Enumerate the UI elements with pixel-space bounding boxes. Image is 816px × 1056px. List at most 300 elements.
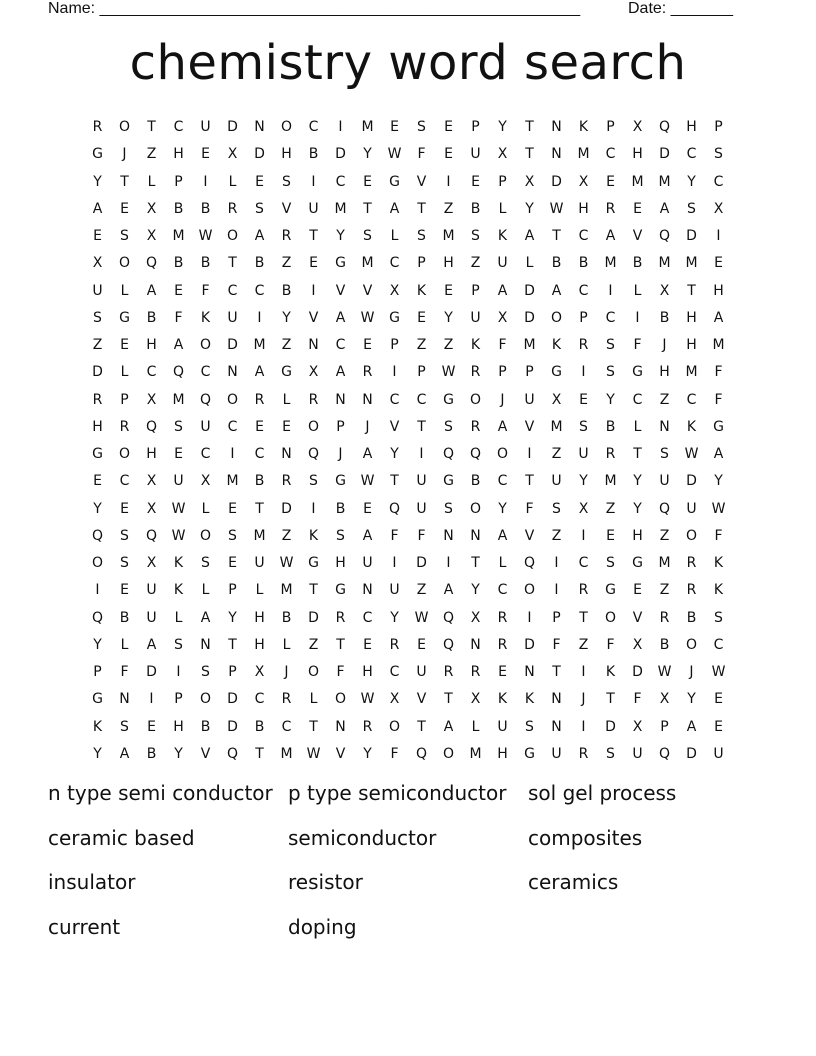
grid-letter: T: [120, 173, 129, 190]
grid-letter: Z: [578, 636, 589, 653]
grid-letter: O: [118, 446, 131, 463]
grid-letter: I: [230, 446, 235, 463]
grid-letter: Y: [390, 609, 399, 626]
grid-letter: S: [120, 555, 129, 572]
grid-letter: K: [605, 664, 616, 681]
grid-letter: P: [525, 364, 534, 381]
grid-letter: H: [686, 119, 697, 136]
grid-letter: I: [338, 119, 343, 136]
grid-letter: V: [632, 609, 643, 626]
grid-letter: C: [308, 119, 319, 136]
grid-letter: T: [633, 446, 642, 463]
grid-letter: C: [389, 391, 400, 408]
grid-letter: F: [336, 664, 345, 681]
grid-letter: M: [280, 745, 293, 762]
grid-letter: J: [365, 418, 370, 435]
grid-letter: B: [659, 309, 670, 326]
grid-letter: L: [282, 636, 291, 653]
grid-letter: V: [416, 691, 427, 708]
grid-letter: S: [660, 446, 669, 463]
grid-letter: M: [658, 255, 671, 272]
grid-letter: D: [281, 500, 292, 517]
grid-letter: M: [253, 337, 266, 354]
grid-letter: Y: [93, 745, 102, 762]
grid-letter: O: [685, 527, 698, 544]
grid-letter: Q: [91, 527, 104, 544]
grid-letter: Q: [658, 228, 671, 245]
grid-letter: X: [497, 309, 508, 326]
grid-letter: E: [390, 119, 399, 136]
word-list-item: insulator: [48, 870, 136, 894]
grid-letter: U: [227, 309, 238, 326]
grid-letter: J: [500, 391, 505, 408]
grid-letter: L: [471, 718, 480, 735]
grid-letter: Q: [388, 500, 401, 517]
grid-letter: G: [92, 691, 103, 708]
grid-row: [84, 196, 732, 223]
grid-letter: D: [227, 718, 238, 735]
grid-letter: F: [525, 500, 534, 517]
grid-letter: Y: [228, 609, 237, 626]
grid-letter: O: [199, 691, 212, 708]
grid-letter: X: [254, 664, 265, 681]
grid-letter: A: [713, 309, 724, 326]
grid-letter: Q: [442, 609, 455, 626]
grid-letter: R: [578, 745, 589, 762]
grid-row: [84, 223, 732, 250]
grid-letter: H: [254, 609, 265, 626]
grid-letter: B: [470, 473, 481, 490]
grid-letter: M: [523, 337, 536, 354]
grid-letter: I: [311, 500, 316, 517]
grid-letter: A: [713, 446, 724, 463]
grid-letter: E: [228, 555, 237, 572]
grid-letter: P: [471, 119, 480, 136]
grid-letter: Y: [525, 200, 534, 217]
grid-letter: O: [469, 391, 482, 408]
page-title: chemistry word search: [129, 35, 687, 91]
grid-letter: T: [309, 582, 318, 599]
grid-letter: T: [471, 555, 480, 572]
grid-letter: H: [659, 364, 670, 381]
grid-letter: E: [633, 582, 642, 599]
grid-letter: W: [171, 527, 186, 544]
grid-letter: I: [581, 527, 586, 544]
grid-letter: W: [198, 228, 213, 245]
grid-letter: H: [578, 200, 589, 217]
grid-letter: R: [119, 418, 130, 435]
grid-letter: O: [118, 119, 131, 136]
grid-letter: J: [689, 664, 694, 681]
grid-row: [84, 550, 732, 577]
grid-letter: A: [362, 527, 373, 544]
grid-letter: C: [119, 473, 130, 490]
grid-letter: N: [524, 664, 535, 681]
grid-letter: D: [524, 636, 535, 653]
grid-letter: U: [254, 555, 265, 572]
grid-letter: Z: [470, 255, 481, 272]
grid-letter: E: [255, 173, 264, 190]
grid-letter: O: [388, 718, 401, 735]
grid-letter: S: [120, 527, 129, 544]
grid-letter: U: [497, 718, 508, 735]
grid-letter: G: [389, 309, 400, 326]
grid-letter: R: [281, 691, 292, 708]
grid-letter: P: [390, 337, 399, 354]
grid-letter: M: [334, 200, 347, 217]
grid-letter: L: [498, 200, 507, 217]
grid-letter: N: [551, 119, 562, 136]
grid-letter: S: [606, 745, 615, 762]
grid-letter: I: [257, 309, 262, 326]
grid-letter: B: [173, 200, 184, 217]
grid-letter: S: [444, 418, 453, 435]
grid-letter: X: [713, 200, 724, 217]
name-field: Name: ______________________________________________________: [48, 0, 581, 17]
grid-letter: K: [173, 555, 184, 572]
grid-letter: Y: [579, 473, 588, 490]
grid-letter: I: [149, 691, 154, 708]
grid-letter: N: [551, 146, 562, 163]
grid-letter: I: [635, 309, 640, 326]
grid-letter: R: [362, 718, 373, 735]
grid-letter: W: [279, 555, 294, 572]
grid-letter: U: [659, 473, 670, 490]
grid-letter: N: [308, 337, 319, 354]
grid-letter: M: [253, 527, 266, 544]
grid-letter: C: [227, 282, 238, 299]
grid-letter: L: [633, 282, 642, 299]
grid-letter: X: [146, 500, 157, 517]
grid-letter: R: [443, 664, 454, 681]
grid-letter: C: [497, 473, 508, 490]
grid-letter: W: [549, 200, 564, 217]
grid-letter: C: [578, 555, 589, 572]
grid-letter: P: [714, 119, 723, 136]
grid-letter: R: [470, 418, 481, 435]
grid-letter: P: [579, 309, 588, 326]
grid-letter: L: [498, 555, 507, 572]
grid-letter: M: [280, 582, 293, 599]
grid-letter: M: [442, 228, 455, 245]
grid-letter: C: [254, 446, 265, 463]
grid-letter: S: [120, 718, 129, 735]
grid-letter: L: [201, 500, 210, 517]
grid-letter: G: [713, 418, 724, 435]
grid-letter: U: [200, 418, 211, 435]
grid-letter: Q: [523, 555, 536, 572]
grid-letter: H: [254, 636, 265, 653]
grid-letter: S: [282, 173, 291, 190]
word-list-item: p type semiconductor: [288, 781, 507, 805]
grid-letter: D: [686, 228, 697, 245]
grid-letter: U: [308, 200, 319, 217]
grid-letter: K: [686, 418, 697, 435]
grid-letter: T: [606, 691, 615, 708]
grid-letter: S: [93, 309, 102, 326]
grid-letter: D: [686, 745, 697, 762]
grid-letter: I: [554, 582, 559, 599]
grid-letter: Y: [714, 473, 723, 490]
grid-letter: C: [497, 582, 508, 599]
grid-letter: F: [201, 282, 210, 299]
grid-letter: R: [308, 391, 319, 408]
grid-letter: Z: [92, 337, 103, 354]
grid-letter: Y: [471, 582, 480, 599]
grid-letter: S: [336, 527, 345, 544]
grid-letter: U: [470, 146, 481, 163]
grid-letter: E: [714, 691, 723, 708]
grid-letter: S: [201, 664, 210, 681]
grid-row: [84, 496, 732, 523]
grid-letter: R: [92, 391, 103, 408]
grid-letter: G: [551, 364, 562, 381]
grid-letter: N: [335, 391, 346, 408]
grid-letter: Q: [658, 500, 671, 517]
grid-letter: C: [713, 173, 724, 190]
grid-letter: C: [227, 418, 238, 435]
grid-letter: U: [578, 446, 589, 463]
grid-letter: J: [338, 446, 343, 463]
grid-letter: B: [281, 609, 292, 626]
grid-row: [84, 332, 732, 359]
grid-letter: X: [551, 391, 562, 408]
grid-row: [84, 387, 732, 414]
grid-letter: I: [392, 555, 397, 572]
grid-letter: M: [604, 255, 617, 272]
grid-letter: W: [657, 664, 672, 681]
grid-letter: N: [254, 119, 265, 136]
grid-letter: L: [228, 173, 237, 190]
grid-letter: J: [284, 664, 289, 681]
grid-letter: G: [308, 555, 319, 572]
grid-letter: M: [361, 119, 374, 136]
grid-letter: Q: [199, 391, 212, 408]
grid-letter: O: [685, 636, 698, 653]
grid-letter: E: [120, 337, 129, 354]
grid-letter: A: [92, 200, 103, 217]
grid-letter: T: [687, 282, 696, 299]
grid-letter: X: [632, 718, 643, 735]
grid-letter: M: [577, 146, 590, 163]
grid-letter: V: [200, 745, 211, 762]
grid-letter: S: [444, 500, 453, 517]
grid-letter: D: [308, 609, 319, 626]
grid-letter: Y: [498, 500, 507, 517]
grid-letter: F: [633, 337, 642, 354]
grid-letter: H: [92, 418, 103, 435]
word-list-item: doping: [288, 914, 357, 939]
grid-letter: Q: [469, 446, 482, 463]
grid-letter: C: [578, 282, 589, 299]
grid-letter: T: [579, 609, 588, 626]
grid-letter: A: [524, 228, 535, 245]
grid-letter: X: [659, 691, 670, 708]
grid-letter: C: [686, 391, 697, 408]
grid-letter: C: [362, 609, 373, 626]
grid-letter: S: [174, 418, 183, 435]
grid-letter: L: [255, 582, 264, 599]
grid-letter: S: [606, 337, 615, 354]
grid-letter: N: [200, 636, 211, 653]
grid-letter: U: [632, 745, 643, 762]
grid-letter: V: [362, 282, 373, 299]
grid-letter: A: [146, 636, 157, 653]
grid-letter: T: [525, 119, 534, 136]
word-list-item: n type semi conductor: [48, 781, 273, 805]
grid-letter: E: [93, 473, 102, 490]
grid-letter: C: [200, 364, 211, 381]
grid-letter: X: [146, 391, 157, 408]
grid-letter: F: [498, 337, 507, 354]
grid-letter: A: [497, 282, 508, 299]
grid-letter: E: [714, 255, 723, 272]
grid-letter: H: [281, 146, 292, 163]
grid-letter: S: [714, 609, 723, 626]
grid-letter: U: [416, 664, 427, 681]
grid-row: [84, 441, 732, 468]
grid-letter: S: [309, 473, 318, 490]
grid-letter: W: [441, 364, 456, 381]
grid-letter: U: [713, 745, 724, 762]
grid-letter: P: [93, 664, 102, 681]
grid-letter: N: [335, 718, 346, 735]
grid-letter: F: [417, 527, 426, 544]
grid-letter: X: [389, 691, 400, 708]
grid-letter: H: [443, 255, 454, 272]
grid-row: [84, 523, 732, 550]
grid-letter: Z: [443, 337, 454, 354]
grid-letter: S: [417, 119, 426, 136]
grid-letter: E: [147, 718, 156, 735]
grid-letter: W: [306, 745, 321, 762]
grid-letter: R: [497, 609, 508, 626]
grid-letter: P: [498, 364, 507, 381]
grid-letter: H: [686, 337, 697, 354]
grid-letter: I: [176, 664, 181, 681]
grid-letter: T: [255, 745, 264, 762]
grid-letter: F: [714, 364, 723, 381]
grid-letter: T: [552, 664, 561, 681]
grid-letter: S: [363, 228, 372, 245]
grid-letter: X: [470, 691, 481, 708]
grid-letter: E: [93, 228, 102, 245]
grid-letter: F: [390, 527, 399, 544]
grid-letter: O: [307, 664, 320, 681]
grid-letter: R: [605, 200, 616, 217]
grid-letter: I: [203, 173, 208, 190]
grid-letter: Q: [442, 636, 455, 653]
grid-letter: P: [336, 418, 345, 435]
grid-letter: O: [226, 228, 239, 245]
grid-letter: Y: [687, 691, 696, 708]
grid-letter: Y: [93, 173, 102, 190]
grid-letter: A: [686, 718, 697, 735]
grid-letter: T: [525, 473, 534, 490]
grid-letter: E: [363, 173, 372, 190]
grid-letter: E: [282, 418, 291, 435]
grid-letter: I: [527, 609, 532, 626]
grid-letter: A: [443, 582, 454, 599]
grid-letter: L: [174, 609, 183, 626]
grid-letter: O: [550, 309, 563, 326]
grid-letter: L: [309, 691, 318, 708]
grid-letter: Q: [172, 364, 185, 381]
grid-letter: P: [120, 391, 129, 408]
grid-letter: P: [174, 691, 183, 708]
grid-letter: Z: [308, 636, 319, 653]
grid-letter: X: [146, 228, 157, 245]
grid-letter: O: [523, 582, 536, 599]
grid-letter: T: [336, 636, 345, 653]
grid-letter: X: [200, 473, 211, 490]
grid-letter: I: [446, 555, 451, 572]
grid-letter: L: [633, 418, 642, 435]
grid-letter: B: [200, 718, 211, 735]
grid-letter: S: [687, 200, 696, 217]
grid-letter: X: [659, 282, 670, 299]
grid-letter: F: [606, 636, 615, 653]
grid-letter: E: [417, 636, 426, 653]
grid-letter: I: [311, 173, 316, 190]
grid-letter: R: [470, 664, 481, 681]
grid-letter: M: [631, 173, 644, 190]
grid-letter: E: [201, 146, 210, 163]
grid-letter: B: [605, 418, 616, 435]
grid-letter: H: [146, 446, 157, 463]
grid-letter: R: [578, 337, 589, 354]
grid-letter: R: [362, 364, 373, 381]
grid-letter: Y: [633, 473, 642, 490]
grid-letter: A: [551, 282, 562, 299]
grid-letter: S: [606, 555, 615, 572]
grid-letter: X: [578, 500, 589, 517]
grid-letter: U: [92, 282, 103, 299]
grid-letter: Z: [146, 146, 157, 163]
grid-letter: O: [199, 337, 212, 354]
grid-letter: D: [254, 146, 265, 163]
grid-letter: F: [417, 146, 426, 163]
grid-letter: M: [172, 391, 185, 408]
grid-letter: T: [363, 200, 372, 217]
grid-letter: I: [419, 446, 424, 463]
grid-letter: X: [470, 609, 481, 626]
grid-letter: O: [91, 555, 104, 572]
grid-letter: Y: [174, 745, 183, 762]
grid-letter: E: [444, 146, 453, 163]
grid-letter: Z: [551, 527, 562, 544]
grid-letter: D: [227, 119, 238, 136]
grid-letter: D: [227, 691, 238, 708]
grid-letter: K: [92, 718, 103, 735]
grid-letter: E: [579, 391, 588, 408]
grid-letter: U: [362, 555, 373, 572]
grid-letter: U: [551, 473, 562, 490]
grid-letter: L: [120, 364, 129, 381]
grid-letter: A: [254, 228, 265, 245]
grid-letter: Z: [443, 200, 454, 217]
grid-letter: E: [417, 309, 426, 326]
grid-letter: T: [228, 255, 237, 272]
grid-letter: T: [552, 228, 561, 245]
grid-letter: R: [389, 636, 400, 653]
grid-letter: M: [469, 745, 482, 762]
grid-row: [84, 414, 732, 441]
grid-letter: Y: [606, 391, 615, 408]
grid-letter: T: [309, 718, 318, 735]
grid-letter: T: [228, 636, 237, 653]
grid-letter: I: [527, 446, 532, 463]
